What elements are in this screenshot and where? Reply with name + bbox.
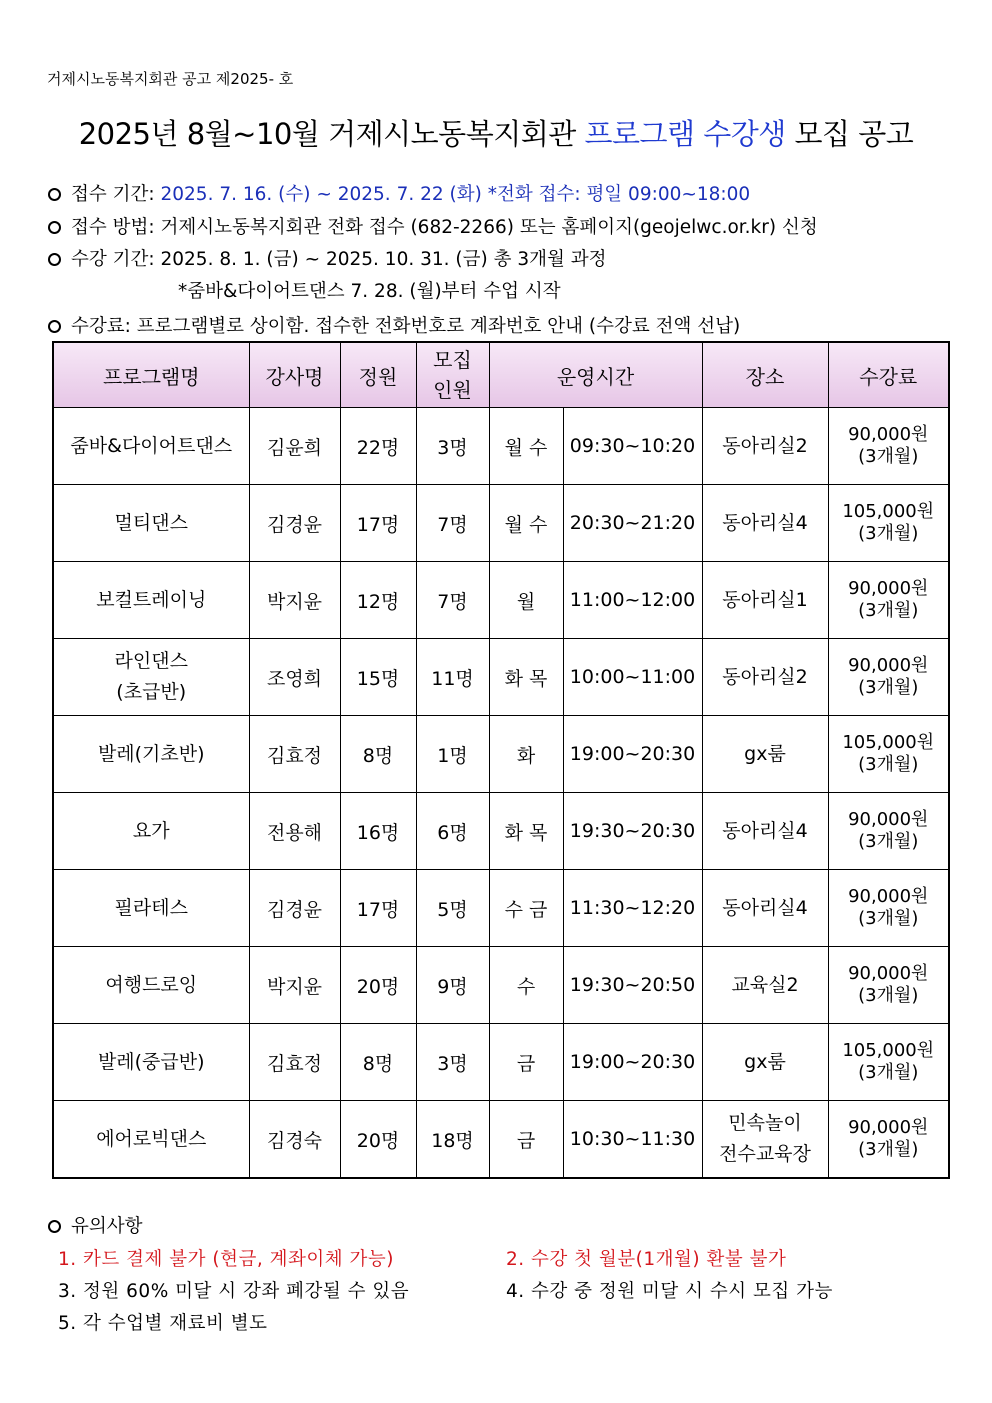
cell-program: 줌바&다이어트댄스 [53,408,249,485]
note-item-3: 3. 정원 60% 미달 시 강좌 폐강될 수 있음 [58,1281,410,1302]
title-highlight: 프로그램 수강생 [584,117,786,151]
header-fee: 수강료 [828,342,949,408]
circle-bullet-icon [48,221,61,234]
cell-recruit: 3명 [416,408,489,485]
cell-program: 멀티댄스 [53,485,249,562]
info-value: 거제시노동복지회관 전화 접수 (682-2266) 또는 홈페이지(geojelwc.or.kr) 신청 [160,217,818,238]
table-row [53,562,949,639]
header-program: 프로그램명 [53,342,249,408]
cell-days: 월 수 [489,408,563,485]
fee-period: (3개월) [858,754,919,775]
cell-fee [828,485,949,562]
note-item-2: 2. 수강 첫 월분(1개월) 환불 불가 [506,1249,787,1270]
table-row [53,947,949,1024]
fee-amount: 90,000원 [848,963,929,984]
table-row [53,485,949,562]
note-item-1: 1. 카드 결제 불가 (현금, 계좌이체 가능) [58,1249,394,1270]
cell-instructor: 김경숙 [249,1101,340,1179]
cell-place: 교육실2 [702,947,828,1024]
cell-time: 20:30~21:20 [563,485,702,562]
cell-days: 금 [489,1024,563,1101]
cell-recruit: 18명 [416,1101,489,1179]
info-label: 접수 방법: [71,217,161,238]
cell-capacity: 20명 [340,947,416,1024]
cell-place: 동아리실1 [702,562,828,639]
fee-amount: 90,000원 [848,886,929,907]
info-value: 2025. 8. 1. (금) ~ 2025. 10. 31. (금) 총 3개월 과정 [160,249,607,270]
cell-days: 화 목 [489,639,563,716]
cell-program: 라인댄스 (초급반) [53,639,249,716]
cell-time: 10:00~11:00 [563,639,702,716]
cell-program: 발레(중급반) [53,1024,249,1101]
header-capacity: 정원 [340,342,416,408]
cell-capacity: 15명 [340,639,416,716]
fee-period: (3개월) [858,600,919,621]
fee-period: (3개월) [858,1139,919,1160]
cell-fee [828,639,949,716]
cell-time: 09:30~10:20 [563,408,702,485]
cell-capacity: 22명 [340,408,416,485]
fee-period: (3개월) [858,985,919,1006]
cell-days: 화 [489,716,563,793]
cell-capacity: 17명 [340,485,416,562]
cell-days: 화 목 [489,793,563,870]
cell-fee [828,870,949,947]
note-item-4: 4. 수강 중 정원 미달 시 수시 모집 가능 [506,1281,833,1302]
program-table [52,341,950,1179]
circle-bullet-icon [48,253,61,266]
info-zumba-note [178,277,561,303]
title-text-end: 모집 공고 [785,117,914,151]
info-fee [48,312,740,338]
cell-time: 11:00~12:00 [563,562,702,639]
table-row [53,408,949,485]
fee-period: (3개월) [858,446,919,467]
fee-amount: 90,000원 [848,578,929,599]
cell-instructor: 김윤희 [249,408,340,485]
cell-time: 19:00~20:30 [563,1024,702,1101]
cell-recruit: 11명 [416,639,489,716]
header-recruit: 모집 인원 [416,342,489,408]
cell-capacity: 17명 [340,870,416,947]
title-text: 2025년 8월~10월 거제시노동복지회관 [78,117,585,151]
circle-bullet-icon [48,1220,61,1233]
fee-amount: 90,000원 [848,809,929,830]
fee-period: (3개월) [858,677,919,698]
table-row [53,1024,949,1101]
cell-instructor: 박지윤 [249,562,340,639]
cell-instructor: 김효정 [249,1024,340,1101]
cell-time: 19:30~20:30 [563,793,702,870]
info-course-period [48,245,606,271]
cell-fee [828,1024,949,1101]
cell-time: 10:30~11:30 [563,1101,702,1179]
header-instructor: 강사명 [249,342,340,408]
cell-time: 11:30~12:20 [563,870,702,947]
table-row [53,716,949,793]
cell-days: 금 [489,1101,563,1179]
cell-time: 19:30~20:50 [563,947,702,1024]
cell-place: 동아리실4 [702,870,828,947]
info-registration-method [48,213,818,239]
table-row [53,1101,949,1179]
cell-program: 요가 [53,793,249,870]
fee-amount: 90,000원 [848,655,929,676]
cell-days: 월 수 [489,485,563,562]
fee-period: (3개월) [858,831,919,852]
table-row [53,639,949,716]
cell-recruit: 7명 [416,562,489,639]
page-title [0,112,992,153]
cell-program: 에어로빅댄스 [53,1101,249,1179]
table-row [53,870,949,947]
fee-amount: 90,000원 [848,1117,929,1138]
cell-place: 동아리실4 [702,485,828,562]
cell-program: 필라테스 [53,870,249,947]
cell-instructor: 김경윤 [249,870,340,947]
fee-amount: 105,000원 [842,732,935,753]
cell-program: 보컬트레이닝 [53,562,249,639]
info-value: 2025. 7. 16. (수) ~ 2025. 7. 22 (화) *전화 접수: 평일 09:00~18:00 [160,184,751,205]
circle-bullet-icon [48,188,61,201]
cell-place: 동아리실2 [702,408,828,485]
cell-program: 발레(기초반) [53,716,249,793]
cell-recruit: 6명 [416,793,489,870]
fee-period: (3개월) [858,523,919,544]
info-label: 접수 기간: [71,184,161,205]
header-place: 장소 [702,342,828,408]
fee-amount: 105,000원 [842,501,935,522]
cell-place: 동아리실2 [702,639,828,716]
cell-capacity: 20명 [340,1101,416,1179]
cell-instructor: 박지윤 [249,947,340,1024]
circle-bullet-icon [48,320,61,333]
fee-amount: 90,000원 [848,424,929,445]
cell-fee [828,1101,949,1179]
cell-fee [828,716,949,793]
cell-instructor: 전용해 [249,793,340,870]
cell-days: 월 [489,562,563,639]
cell-fee [828,793,949,870]
cell-place: gx룸 [702,716,828,793]
cell-days: 수 [489,947,563,1024]
cell-place: gx룸 [702,1024,828,1101]
cell-recruit: 7명 [416,485,489,562]
cell-instructor: 김효정 [249,716,340,793]
cell-capacity: 16명 [340,793,416,870]
info-value: *줌바&다이어트댄스 7. 28. (월)부터 수업 시작 [178,281,561,302]
info-label: 수강 기간: [71,249,161,270]
table-header-row [53,342,949,408]
cell-capacity: 12명 [340,562,416,639]
note-item-5: 5. 각 수업별 재료비 별도 [58,1313,268,1334]
cell-recruit: 9명 [416,947,489,1024]
fee-period: (3개월) [858,1062,919,1083]
info-value: 프로그램별로 상이함. 접수한 전화번호로 계좌번호 안내 (수강료 전액 선납) [136,316,741,337]
cell-recruit: 1명 [416,716,489,793]
table-row [53,793,949,870]
cell-fee [828,562,949,639]
cell-capacity: 8명 [340,1024,416,1101]
cell-place: 동아리실4 [702,793,828,870]
cell-place: 민속놀이 전수교육장 [702,1101,828,1179]
cell-program: 여행드로잉 [53,947,249,1024]
cell-recruit: 5명 [416,870,489,947]
info-registration-period [48,180,750,206]
cell-capacity: 8명 [340,716,416,793]
cell-time: 19:00~20:30 [563,716,702,793]
cell-instructor: 김경윤 [249,485,340,562]
fee-period: (3개월) [858,908,919,929]
header-schedule: 운영시간 [489,342,702,408]
info-label: 수강료: [71,316,137,337]
notice-number: 거제시노동복지회관 공고 제2025- 호 [47,70,294,88]
fee-amount: 105,000원 [842,1040,935,1061]
cell-recruit: 3명 [416,1024,489,1101]
cell-instructor: 조영희 [249,639,340,716]
notes-heading-text: 유의사항 [71,1216,143,1237]
cell-fee [828,947,949,1024]
notes-heading [48,1212,142,1238]
cell-fee [828,408,949,485]
cell-days: 수 금 [489,870,563,947]
